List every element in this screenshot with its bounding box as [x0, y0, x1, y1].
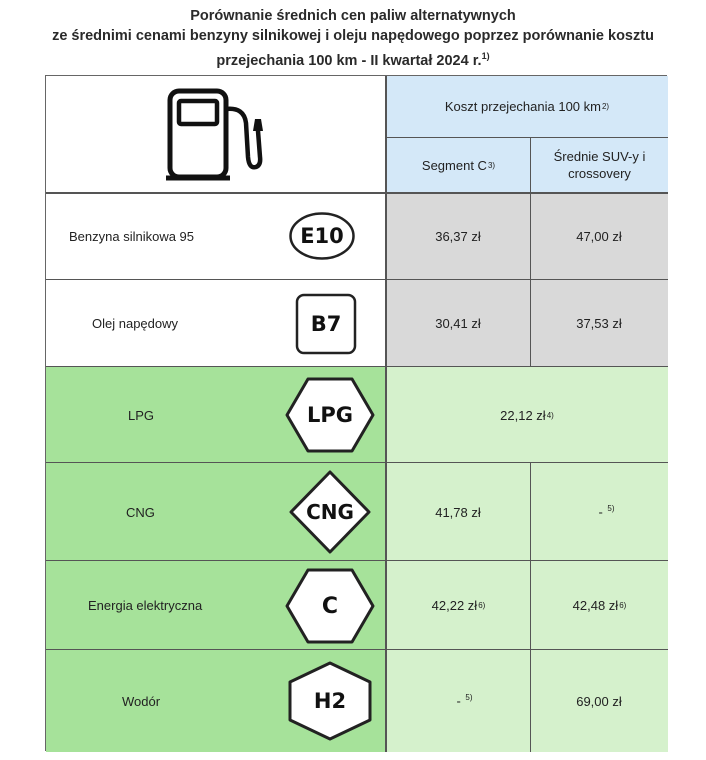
title-line-3: przejechania 100 km - II kwartał 2024 r.$^{1)}$	[216, 51, 490, 69]
cell-benzyna-suv: 47,00 zł	[531, 193, 668, 280]
title-line-2: ze średnimi cenami benzyny silnikowej i oleju napędowego poprzez porównanie kosztu	[52, 28, 654, 44]
cng-diamond-icon: CNG	[288, 469, 372, 555]
divider	[46, 560, 668, 561]
fuel-name: Energia elektryczna	[88, 598, 203, 613]
fuel-row-benzyna	[46, 193, 386, 280]
cell-energia-segment-c: 42,22 zł 6)	[386, 561, 531, 650]
fuel-name: LPG	[128, 407, 155, 423]
cell-benzyna-segment-c: 36,37 zł	[386, 193, 531, 280]
fuel-name: Wodór	[122, 693, 161, 709]
divider	[46, 192, 668, 194]
cell-cng-suv: - $^{5)}$	[531, 463, 668, 561]
fuel-row-lpg	[46, 367, 386, 463]
fuel-name: Benzyna silnikowa 95	[69, 229, 195, 244]
h2-hexagon-icon: H2	[286, 660, 374, 742]
lpg-diamond-icon: LPG	[284, 375, 376, 455]
cell-wodor-suv: 69,00 zł	[531, 650, 668, 752]
divider	[46, 279, 668, 280]
fuel-row-energia	[46, 561, 386, 650]
page-title	[0, 6, 706, 71]
divider	[46, 649, 668, 650]
cell-energia-suv: 42,48 zł 6)	[531, 561, 668, 650]
divider	[385, 76, 387, 752]
cell-wodor-segment-c: - $^{5)}$	[386, 650, 531, 752]
divider	[46, 462, 668, 463]
cell-lpg-combined: 22,12 zł 4)	[386, 367, 668, 463]
fuel-pump-icon	[166, 87, 266, 183]
cell-cng-segment-c: 41,78 zł	[386, 463, 531, 561]
cell-olej-suv: 37,53 zł	[531, 280, 668, 367]
divider	[530, 137, 531, 193]
suv-header: Średnie SUV-y i crossovery	[531, 137, 668, 193]
fuel-cost-table	[45, 75, 667, 751]
divider	[46, 366, 668, 367]
fuel-name: CNG	[126, 504, 155, 520]
fuel-row-cng	[46, 463, 386, 561]
divider	[386, 137, 668, 138]
b7-square-icon: B7	[295, 293, 357, 355]
cost-header: Koszt przejechania 100 km 2)	[386, 76, 668, 137]
divider	[530, 463, 531, 752]
e10-circle-icon: E10	[288, 211, 356, 261]
segment-c-header: Segment C 3)	[386, 137, 531, 193]
cell-olej-segment-c: 30,41 zł	[386, 280, 531, 367]
fuel-row-wodor	[46, 650, 386, 752]
fuel-row-olej	[46, 280, 386, 367]
title-line-1: Porównanie średnich cen paliw alternatywnych	[190, 8, 516, 24]
fuel-name: Olej napędowy	[92, 316, 178, 331]
c-hexagon-icon: C	[284, 567, 376, 645]
fuel-pump-cell	[46, 76, 386, 193]
divider	[530, 193, 531, 367]
